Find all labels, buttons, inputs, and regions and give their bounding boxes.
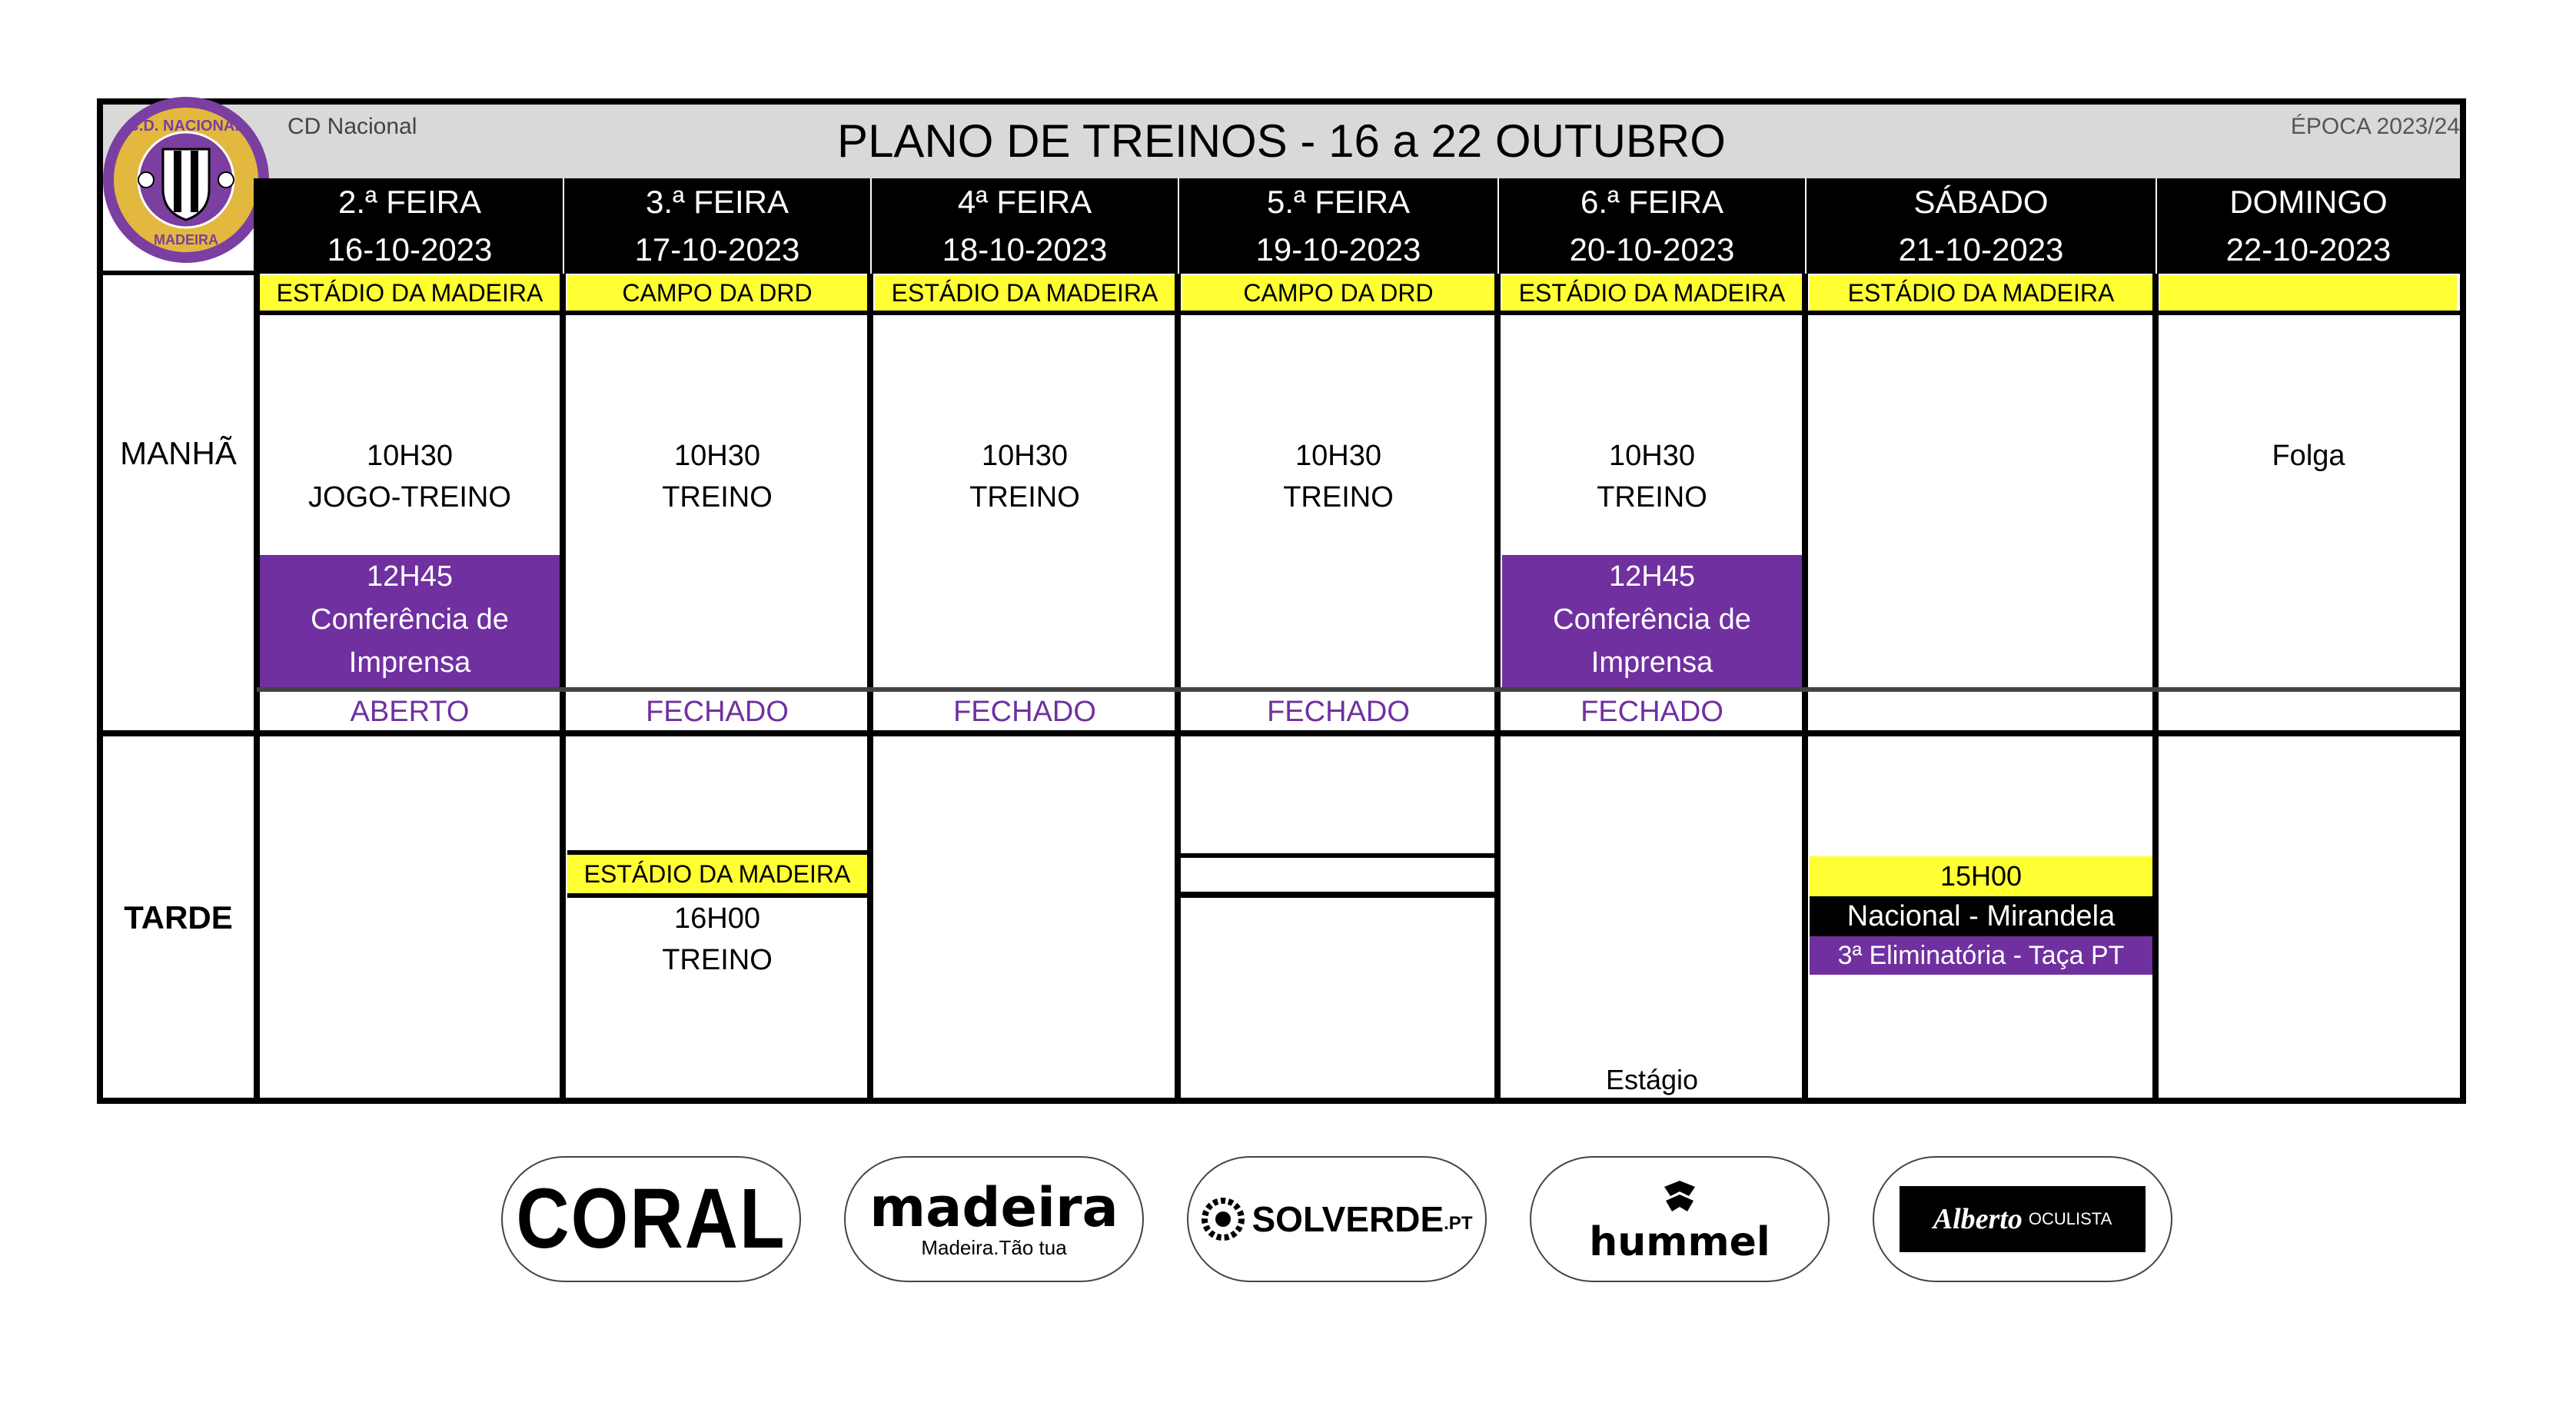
sponsor-alberto-oculista [1873, 1156, 2172, 1282]
morning-session-thu: 10H30 TREINO [1283, 440, 1394, 513]
afternoon-venue-tue: ESTÁDIO DA MADEIRA [567, 855, 867, 893]
sponsor-madeira [844, 1156, 1144, 1282]
status-wed: FECHADO [953, 696, 1096, 728]
page-title: PLANO DE TREINOS - 16 a 22 OUTUBRO [837, 115, 1726, 167]
venue-wed: ESTÁDIO DA MADEIRA [875, 275, 1175, 311]
svg-text:C.D. NACIONAL: C.D. NACIONAL [128, 118, 244, 135]
status-mon: ABERTO [350, 696, 470, 728]
divider [103, 730, 2460, 736]
venue-thu: CAMPO DA DRD [1182, 275, 1494, 311]
madeira-tagline: Madeira.Tão tua [921, 1235, 1067, 1259]
venue-fri: ESTÁDIO DA MADEIRA [1502, 275, 1802, 311]
season-label: ÉPOCA 2023/24 [2290, 114, 2460, 139]
venue-sat: ESTÁDIO DA MADEIRA [1810, 275, 2152, 311]
divider [103, 271, 257, 275]
svg-text:MADEIRA: MADEIRA [154, 232, 218, 248]
morning-session-fri: 10H30 TREINO [1597, 440, 1707, 513]
oculista-text: OCULISTA [2028, 1209, 2112, 1228]
morning-session-mon: 10H30 JOGO-TREINO [308, 440, 511, 513]
divider [257, 687, 2460, 692]
day-header-tue: 3.ª FEIRA 17-10-2023 [564, 178, 870, 274]
alberto-oculista-logo-icon [1900, 1186, 2146, 1252]
day-header-sat: SÁBADO 21-10-2023 [1807, 178, 2156, 274]
morning-session-wed: 10H30 TREINO [969, 440, 1080, 513]
day-header-mon: 2.ª FEIRA 16-10-2023 [257, 178, 563, 274]
afternoon-box-thu [1181, 853, 1497, 898]
row-label-morning: MANHÃ [120, 435, 237, 471]
press-conference-fri: 12H45 Conferência de Imprensa [1502, 555, 1802, 687]
status-thu: FECHADO [1267, 696, 1410, 728]
sponsor-coral [501, 1156, 801, 1282]
day-header-sun: DOMINGO 22-10-2023 [2157, 178, 2460, 274]
coral-logo-icon: CORAL [516, 1171, 786, 1266]
status-tue: FECHADO [646, 696, 789, 728]
venue-sun [2160, 275, 2457, 311]
alberto-text: Alberto [1933, 1203, 2023, 1235]
day-header-thu: 5.ª FEIRA 19-10-2023 [1179, 178, 1497, 274]
divider [257, 311, 2460, 315]
sponsor-solverde [1187, 1156, 1487, 1282]
afternoon-note-fri: Estágio [1605, 1064, 1699, 1095]
solverde-text: SOLVERDE [1251, 1199, 1444, 1239]
row-label-afternoon: TARDE [124, 899, 233, 935]
match-teams-sat: Nacional - Mirandela [1810, 896, 2152, 936]
press-conference-mon: 12H45 Conferência de Imprensa [260, 555, 560, 687]
match-time-sat: 15H00 [1810, 856, 2152, 896]
sponsor-hummel [1530, 1156, 1830, 1282]
solverde-suffix: .PT [1444, 1213, 1473, 1234]
venue-mon: ESTÁDIO DA MADEIRA [260, 275, 560, 311]
day-header-fri: 6.ª FEIRA 20-10-2023 [1499, 178, 1805, 274]
morning-session-sun: Folga [2272, 440, 2345, 472]
hummel-text: hummel [1589, 1219, 1770, 1265]
madeira-logo-icon: madeira [869, 1175, 1118, 1239]
solverde-logo-icon [1202, 1198, 1245, 1241]
venue-tue: CAMPO DA DRD [567, 275, 867, 311]
morning-session-tue: 10H30 TREINO [662, 440, 773, 513]
club-name: CD Nacional [288, 114, 417, 139]
status-fri: FECHADO [1581, 696, 1723, 728]
match-competition-sat: 3ª Eliminatória - Taça PT [1810, 936, 2152, 975]
hummel-logo-icon [1649, 1176, 1710, 1222]
day-header-wed: 4ª FEIRA 18-10-2023 [872, 178, 1178, 274]
divider [254, 178, 260, 1104]
afternoon-session-tue: 16H00 TREINO [662, 902, 773, 976]
